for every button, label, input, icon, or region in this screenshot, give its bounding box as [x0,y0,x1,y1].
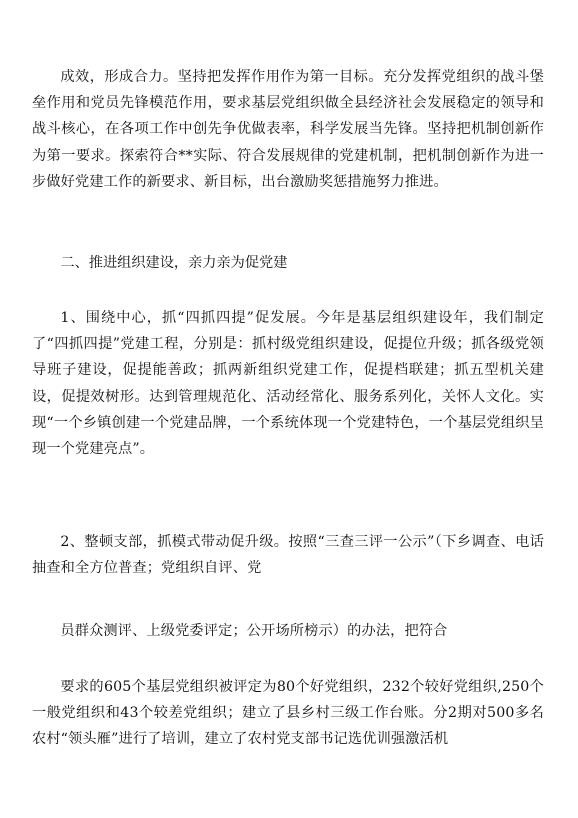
paragraph-item-2: 2、整顿支部，抓模式带动促升级。按照“三查三评一公示”（下乡调查、电话抽查和全方位普查；党组织自评、党 [32,534,544,577]
paragraph-intro: 成效，形成合力。坚持把发挥作用作为第一目标。充分发挥党组织的战斗堡垒作用和党员先锋模范作用，要求基层党组织做全县经济社会发展稳定的领导和战斗核心，在各项工作中创先争优做表率，科学发展当先锋。坚持把机制创新作为第一要求。探索符合**实际、符合发展规律的党建机制，把机制创新作为进一步做好党建工作的新要求、新目标，出台激励奖惩措施努力推进。 [32,69,544,190]
section-heading: 二、推进组织建设，亲力亲为促党建 [60,255,288,271]
paragraph-item-1: 1、围绕中心，抓“四抓四提”促发展。今年是基层组织建设年，我们制定了“四抓四提”党建工程，分别是：抓村级党组织建设，促提位升级；抓各级党领导班子建设，促提能善政；抓两新组织党建工作，促提档联建；抓五型机关建设，促提效树形。达到管理规范化、活动经常化、服务系列化，关怀人文化。实现“一个乡镇创建一个党建品牌，一个系统体现一个党建特色，一个基层党组织呈现一个党建亮点”。 [32,310,544,458]
paragraph-item-2-results: 要求的605个基层党组织被评定为80个好党组织，232个较好党组织,250个一般党组织和43个较差党组织；建立了县乡村三级工作台账。分2期对500多名农村“领头雁”进行了培训，建立了农村党支部书记选优训强激活机 [32,679,544,748]
paragraph-item-2-continued: 员群众测评、上级党委评定；公开场所榜示）的办法，把符合 [60,623,448,639]
